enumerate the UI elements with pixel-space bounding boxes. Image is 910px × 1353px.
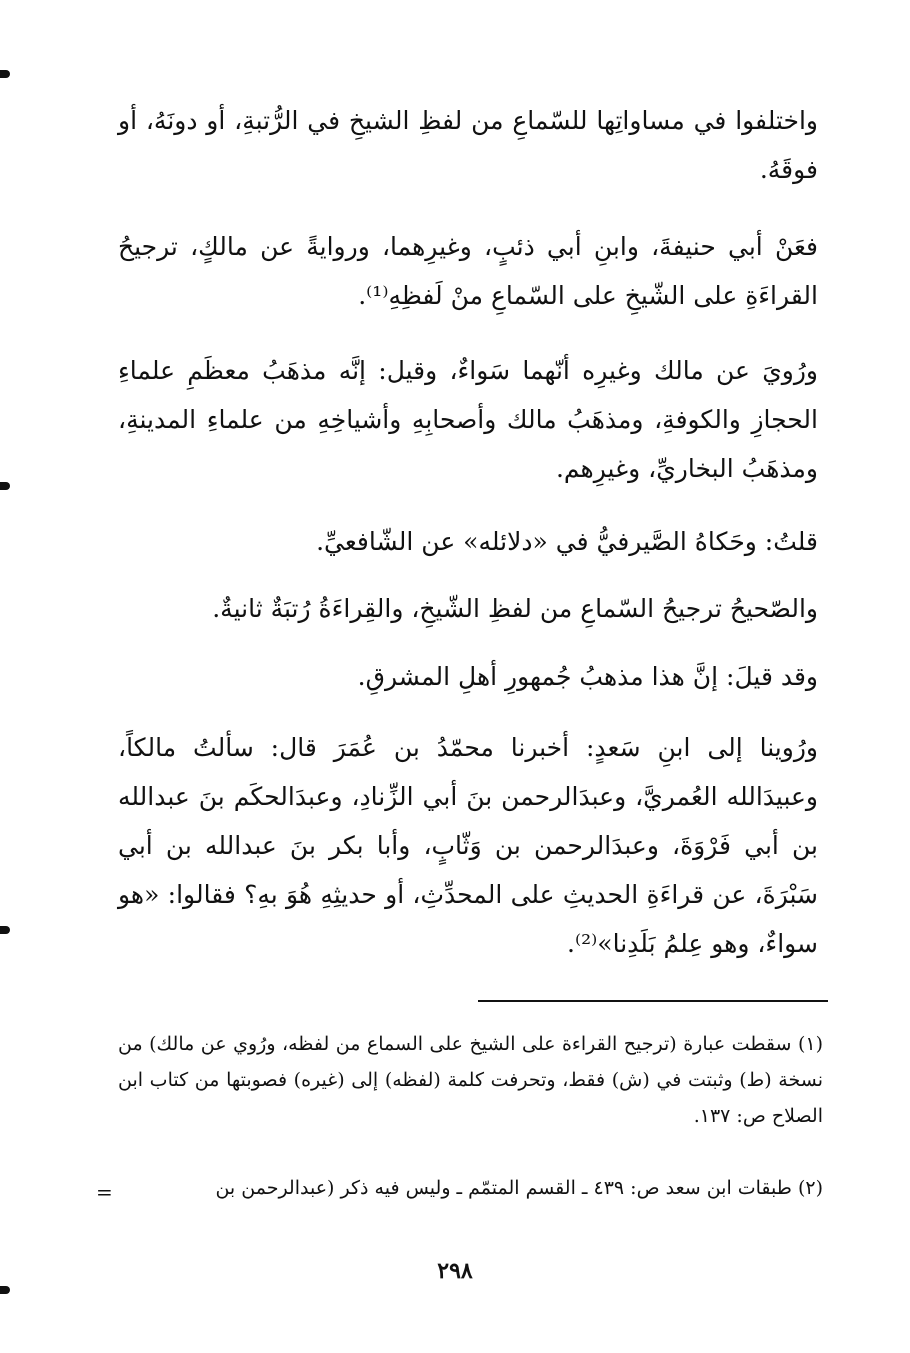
margin-mark: [0, 482, 10, 490]
paragraph-text: وقد قيلَ: إنَّ هذا مذهبُ جُمهورِ أهلِ المشرقِ.: [357, 662, 818, 691]
paragraph-text: قلتُ: وحَكاهُ الصَّيرفيُّ في «دلائله» عن الشّافعيِّ.: [316, 527, 818, 556]
paragraph-7: [118, 723, 818, 968]
paragraph-text: ورُوينا إلى ابنِ سَعدٍ: أخبرنا محمّدُ بن عُمَرَ قال: سألتُ مالكاً، وعبيدَالله العُمريَّ، وعبدَالرحمن بنَ أبي الزِّنادِ، وعبدَالحكَم بنَ عبدالله بن أبي فَرْوَةَ، وعبدَالرحمن بن وَثّابٍ، وأبا بكر بنَ عبدالله بن أبي سَبْرَةَ، عن قراءَةِ الحديثِ على المحدِّثِ، أو حديثِهِ هُوَ بهِ؟ فقالوا: «هو سواءٌ، وهو عِلمُ بَلَدِنا»⁽²⁾.: [118, 733, 818, 958]
margin-mark: [0, 70, 10, 78]
paragraph-text: فعَنْ أبي حنيفةَ، وابنِ أبي ذئبٍ، وغيرِهما، وروايةً عن مالكٍ، ترجيحُ القراءَةِ على الشّيخِ على السّماعِ منْ لَفظِهِ⁽¹⁾.: [118, 232, 818, 310]
footnote-separator: [478, 1000, 828, 1002]
paragraph-5: [118, 584, 818, 633]
footnote-2: (٢) طبقات ابن سعد ص: ٤٣٩ ـ القسم المتمّم ـ وليس فيه ذكر (عبدالرحمن بن: [215, 1177, 823, 1199]
paragraph-1: [118, 96, 818, 194]
paragraph-2: [118, 222, 818, 320]
paragraph-4: [118, 517, 818, 566]
page-number: ٢٩٨: [437, 1258, 473, 1284]
margin-mark: [0, 1286, 10, 1294]
paragraph-3: [118, 346, 818, 493]
paragraph-6: [118, 652, 818, 701]
footnote-1: (١) سقطت عبارة (ترجيح القراءة على الشيخ على السماع من لفظه، ورُوي عن مالك) من نسخة (ط) وثبتت في (ش) فقط، وتحرفت كلمة (لفظه) إلى (غيره) فصوبتها من كتاب ابن الصلاح ص: ١٣٧.: [118, 1033, 823, 1127]
paragraph-text: ورُويَ عن مالك وغيرِه أنّهما سَواءٌ، وقيل: إنَّه مذهَبُ معظَمِ علماءِ الحجازِ والكوفةِ، ومذهَبُ مالك وأصحابِهِ وأشياخِهِ من علماءِ المدينةِ، ومذهَبُ البخاريِّ، وغيرِهم.: [118, 356, 818, 483]
margin-mark: [0, 926, 10, 934]
paragraph-text: واختلفوا في مساواتِها للسّماعِ من لفظِ الشيخِ في الرُّتبةِ، أو دونَهُ، أو فوقَهُ.: [118, 106, 818, 184]
continuation-mark: =: [96, 1180, 113, 1204]
paragraph-text: والصّحيحُ ترجيحُ السّماعِ من لفظِ الشّيخِ، والقِراءَةُ رُتبَةٌ ثانيةٌ.: [212, 594, 818, 623]
